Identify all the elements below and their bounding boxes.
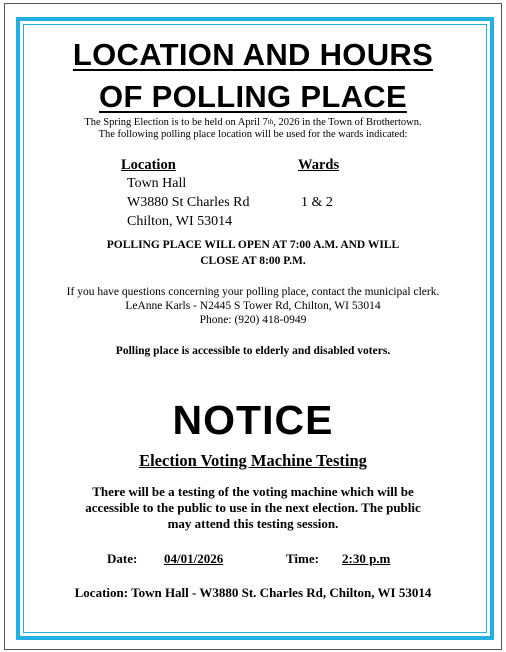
testing-location: Location: Town Hall - W3880 St. Charles Rd, Chilton, WI 53014 [74, 585, 432, 600]
location-header: Location [121, 157, 176, 173]
location-line-3: Chilton, WI 53014 [127, 214, 233, 229]
location-line-1: Town Hall [127, 176, 187, 191]
intro-line-1-pre: The Spring Election is to be held on April 7 [84, 117, 268, 128]
notice-body-line-3: may attend this testing session. [167, 516, 339, 531]
title-line-2: OF POLLING PLACE [99, 79, 407, 114]
contact-line-3: Phone: (920) 418-0949 [199, 314, 307, 326]
hours-line-1: POLLING PLACE WILL OPEN AT 7:00 A.M. AND WILL [106, 239, 400, 251]
contact-line-2: LeAnne Karls - N2445 S Tower Rd, Chilton, WI 53014 [125, 300, 381, 312]
contact-line-1: If you have questions concerning your polling place, contact the municipal clerk. [66, 286, 440, 298]
intro-line-1-sup: th [267, 118, 274, 126]
accessibility-note: Polling place is accessible to elderly and disabled voters. [115, 345, 391, 357]
time-value: 2:30 p.m [342, 551, 391, 566]
time-label: Time: [286, 551, 319, 566]
notice-body-line-2: accessible to the public to use in the next election. The public [85, 500, 421, 515]
location-line-2: W3880 St Charles Rd [127, 195, 250, 210]
date-value: 04/01/2026 [164, 551, 224, 566]
notice-body-line-1: There will be a testing of the voting machine which will be [92, 484, 414, 499]
date-label: Date: [107, 551, 138, 566]
wards-value: 1 & 2 [301, 195, 333, 210]
intro-line-1 [0, 117, 506, 129]
hours-line-2: CLOSE AT 8:00 P.M. [200, 255, 306, 267]
title-line-1: LOCATION AND HOURS [72, 37, 434, 72]
notice-frame-inner-line [23, 24, 487, 633]
intro-line-1-post: , 2026 in the Town of Brothertown. [273, 117, 422, 128]
wards-header: Wards [298, 157, 340, 173]
notice-subheading: Election Voting Machine Testing [139, 451, 367, 470]
intro-line-2: The following polling place location will be used for the wards indicated: [98, 129, 408, 140]
notice-heading: NOTICE [172, 397, 334, 443]
